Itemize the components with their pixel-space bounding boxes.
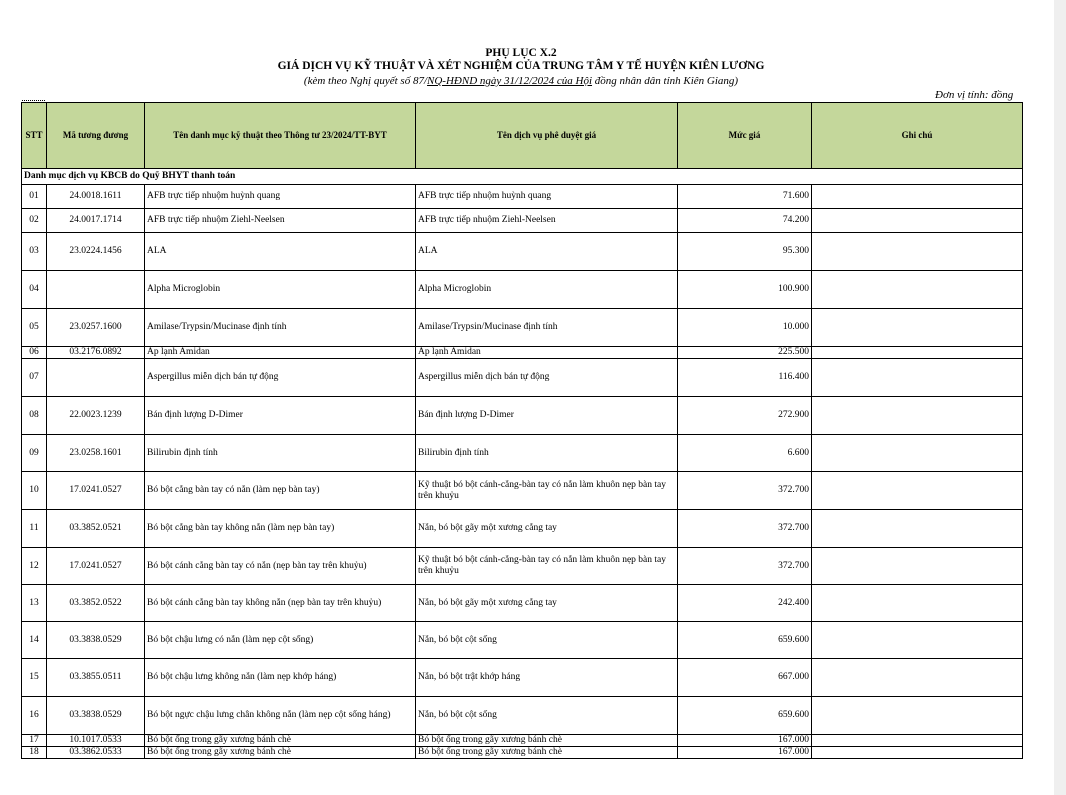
cell-note [812,359,1023,397]
cell-name-tt: AFB trực tiếp nhuộm Ziehl-Neelsen [145,209,416,233]
cell-name-tt: Bó bột ống trong gãy xương bánh chè [145,735,416,747]
cell-stt: 17 [22,735,47,747]
cell-name-tt: Bó bột chậu lưng có nắn (làm nẹp cột sống) [145,622,416,659]
subtitle-prefix: (kèm theo Nghị quyết số 87/ [303,75,428,87]
cell-code [47,271,145,309]
cell-stt: 01 [22,185,47,209]
cell-code: 23.0224.1456 [47,233,145,271]
cell-stt: 13 [22,585,47,622]
cell-name-approved: Kỹ thuật bó bột cánh-cẳng-bàn tay có nắn làm khuôn nẹp bàn tay trên khuỷu [416,548,678,585]
cell-code: 24.0018.1611 [47,185,145,209]
cell-name-approved: AFB trực tiếp nhuộm huỳnh quang [416,185,678,209]
unit-label: Đơn vị tính: đồng [935,89,1014,101]
cell-name-tt: Bán định lượng D-Dimer [145,397,416,435]
cell-name-tt: AFB trực tiếp nhuộm huỳnh quang [145,185,416,209]
table-row [22,185,1023,209]
cell-stt: 11 [22,510,47,548]
cell-code [47,359,145,397]
cell-code: 22.0023.1239 [47,397,145,435]
table-row [22,435,1023,472]
cell-note [812,747,1023,759]
dotted-marker [22,100,45,101]
table-row [22,548,1023,585]
cell-code: 17.0241.0527 [47,548,145,585]
cell-stt: 14 [22,622,47,659]
cell-note [812,185,1023,209]
cell-price: 272.900 [678,397,812,435]
cell-code: 03.2176.0892 [47,347,145,359]
cell-code: 03.3862.0533 [47,747,145,759]
cell-name-approved: AFB trực tiếp nhuộm Ziehl-Neelsen [416,209,678,233]
vertical-scrollbar[interactable] [1054,0,1066,795]
cell-code: 03.3852.0521 [47,510,145,548]
cell-code: 10.1017.0533 [47,735,145,747]
table-row [22,397,1023,435]
cell-name-approved: Nắn, bó bột cột sống [416,622,678,659]
cell-stt: 15 [22,659,47,697]
cell-stt: 04 [22,271,47,309]
cell-stt: 16 [22,697,47,735]
cell-note [812,735,1023,747]
cell-price: 74.200 [678,209,812,233]
table-row [22,585,1023,622]
cell-code: 17.0241.0527 [47,472,145,510]
cell-note [812,397,1023,435]
cell-code: 23.0257.1600 [47,309,145,347]
cell-stt: 08 [22,397,47,435]
cell-note [812,585,1023,622]
cell-name-tt: Bilirubin định tính [145,435,416,472]
cell-stt: 07 [22,359,47,397]
cell-price: 372.700 [678,548,812,585]
cell-name-approved: Bilirubin định tính [416,435,678,472]
col-header-stt: STT [22,103,47,169]
cell-name-tt: Aspergillus miễn dịch bán tự động [145,359,416,397]
cell-price: 167.000 [678,735,812,747]
cell-note [812,548,1023,585]
cell-code: 03.3852.0522 [47,585,145,622]
table-row [22,747,1023,759]
cell-stt: 06 [22,347,47,359]
table-row [22,510,1023,548]
cell-price: 659.600 [678,622,812,659]
cell-name-approved: Bán định lượng D-Dimer [416,397,678,435]
cell-name-approved: Bó bột ống trong gãy xương bánh chè [416,747,678,759]
cell-name-approved: Amilase/Trypsin/Mucinase định tính [416,309,678,347]
price-table [21,102,1023,759]
cell-name-tt: Áp lạnh Amidan [145,347,416,359]
cell-stt: 12 [22,548,47,585]
cell-price: 659.600 [678,697,812,735]
cell-name-approved: Kỹ thuật bó bột cánh-cẳng-bàn tay có nắn làm khuôn nẹp bàn tay trên khuỷu [416,472,678,510]
cell-price: 372.700 [678,472,812,510]
cell-name-approved: Alpha Microglobin [416,271,678,309]
cell-name-tt: Bó bột cẳng bàn tay không nắn (làm nẹp bàn tay) [145,510,416,548]
table-row [22,622,1023,659]
cell-name-approved: Áp lạnh Amidan [416,347,678,359]
cell-price: 116.400 [678,359,812,397]
section-label: Danh mục dịch vụ KBCB do Quỹ BHYT thanh toán [22,169,1023,185]
cell-price: 95.300 [678,233,812,271]
cell-price: 71.600 [678,185,812,209]
table-row [22,359,1023,397]
col-header-note: Ghi chú [812,103,1023,169]
cell-stt: 09 [22,435,47,472]
subtitle-suffix: đồng nhân dân tỉnh Kiên Giang) [592,75,739,87]
cell-stt: 05 [22,309,47,347]
table-row [22,271,1023,309]
cell-price: 167.000 [678,747,812,759]
cell-name-tt: Bó bột cánh cẳng bàn tay có nắn (nẹp bàn tay trên khuỷu) [145,548,416,585]
col-header-code: Mã tương đương [47,103,145,169]
cell-note [812,347,1023,359]
cell-stt: 03 [22,233,47,271]
cell-name-tt: Bó bột cẳng bàn tay có nắn (làm nẹp bàn tay) [145,472,416,510]
cell-price: 372.700 [678,510,812,548]
col-header-name-tt: Tên danh mục kỹ thuật theo Thông tư 23/2024/TT-BYT [145,103,416,169]
table-row [22,233,1023,271]
table-row [22,472,1023,510]
cell-name-tt: Bó bột ngực chậu lưng chân không nắn (làm nẹp cột sống háng) [145,697,416,735]
cell-name-tt: Alpha Microglobin [145,271,416,309]
cell-price: 225.500 [678,347,812,359]
cell-note [812,472,1023,510]
cell-code: 03.3855.0511 [47,659,145,697]
cell-stt: 02 [22,209,47,233]
cell-price: 10.000 [678,309,812,347]
cell-code: 03.3838.0529 [47,622,145,659]
appendix-label: PHỤ LỤC X.2 [485,47,557,59]
col-header-name-approved: Tên dịch vụ phê duyệt giá [416,103,678,169]
cell-name-approved: Nắn, bó bột gãy một xương cẳng tay [416,510,678,548]
cell-code: 24.0017.1714 [47,209,145,233]
cell-name-approved: Nắn, bó bột trật khớp háng [416,659,678,697]
cell-note [812,271,1023,309]
cell-note [812,659,1023,697]
cell-note [812,233,1023,271]
cell-stt: 18 [22,747,47,759]
table-row [22,659,1023,697]
table-row [22,209,1023,233]
table-row [22,347,1023,359]
document-title: GIÁ DỊCH VỤ KỸ THUẬT VÀ XÉT NGHIỆM CỦA TRUNG TÂM Y TẾ HUYỆN KIÊN LƯƠNG [277,60,765,72]
cell-name-tt: Amilase/Trypsin/Mucinase định tính [145,309,416,347]
cell-price: 242.400 [678,585,812,622]
cell-name-tt: Bó bột ống trong gãy xương bánh chè [145,747,416,759]
cell-name-tt: ALA [145,233,416,271]
cell-note [812,309,1023,347]
cell-name-tt: Bó bột chậu lưng không nắn (làm nẹp khớp háng) [145,659,416,697]
subtitle-underlined: NQ-HĐND ngày 31/12/2024 của Hội [427,75,593,87]
cell-note [812,435,1023,472]
cell-price: 6.600 [678,435,812,472]
cell-name-approved: Nắn, bó bột gãy một xương cẳng tay [416,585,678,622]
col-header-price: Mức giá [678,103,812,169]
table-row [22,735,1023,747]
cell-note [812,622,1023,659]
table-header-row [22,103,1023,169]
cell-note [812,209,1023,233]
cell-note [812,697,1023,735]
cell-name-approved: ALA [416,233,678,271]
cell-price: 667.000 [678,659,812,697]
cell-stt: 10 [22,472,47,510]
document-subtitle [0,75,1042,87]
cell-price: 100.900 [678,271,812,309]
table-row [22,309,1023,347]
cell-name-tt: Bó bột cánh cẳng bàn tay không nắn (nẹp bàn tay trên khuỷu) [145,585,416,622]
section-row [22,169,1023,185]
cell-code: 23.0258.1601 [47,435,145,472]
cell-name-approved: Nắn, bó bột cột sống [416,697,678,735]
cell-note [812,510,1023,548]
cell-name-approved: Aspergillus miễn dịch bán tự động [416,359,678,397]
cell-code: 03.3838.0529 [47,697,145,735]
table-row [22,697,1023,735]
cell-name-approved: Bó bột ống trong gãy xương bánh chè [416,735,678,747]
